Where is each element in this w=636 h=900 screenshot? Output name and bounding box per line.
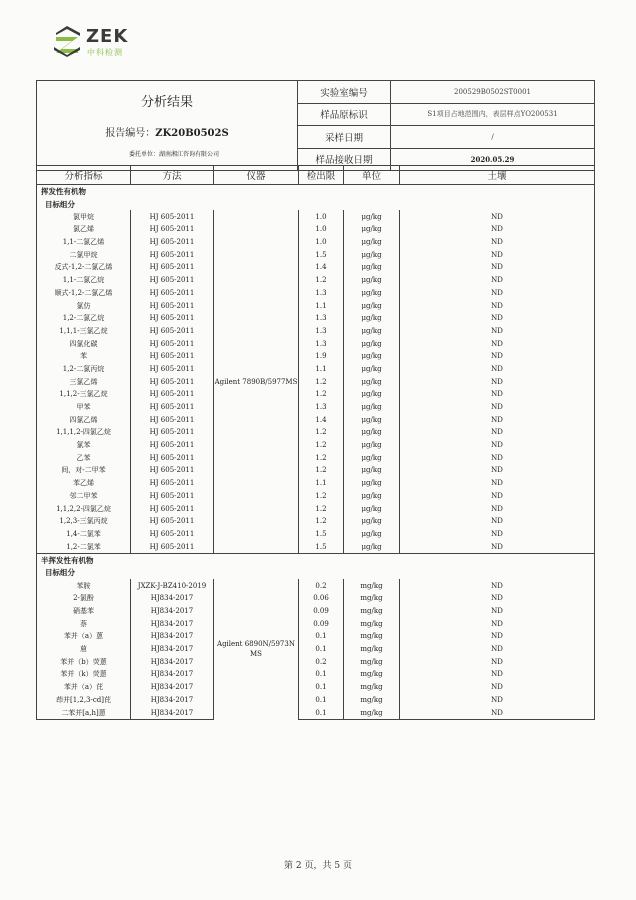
- method-cell: HJ834-2017: [131, 694, 214, 707]
- method-cell: HJ 605-2011: [131, 375, 214, 388]
- table-row: [37, 223, 595, 236]
- result-cell: ND: [400, 502, 595, 515]
- limit-cell: 1.0: [299, 210, 344, 223]
- col-unit: 单位: [344, 166, 400, 185]
- indicator-cell: 苯胺: [37, 579, 131, 592]
- limit-cell: 1.4: [299, 261, 344, 274]
- table-row: [37, 274, 595, 287]
- indicator-cell: 1,1,1-三氯乙烷: [37, 325, 131, 338]
- unit-cell: μg/kg: [344, 261, 400, 274]
- limit-cell: 1.2: [299, 426, 344, 439]
- header-title-cell: [37, 81, 298, 171]
- result-cell: ND: [400, 325, 595, 338]
- result-cell: ND: [400, 655, 595, 668]
- result-cell: ND: [400, 528, 595, 541]
- method-cell: HJ 605-2011: [131, 401, 214, 414]
- result-cell: ND: [400, 223, 595, 236]
- unit-cell: mg/kg: [344, 592, 400, 605]
- method-cell: HJ834-2017: [131, 681, 214, 694]
- col-limit: 检出限: [299, 166, 344, 185]
- limit-cell: 1.2: [299, 502, 344, 515]
- limit-cell: 1.2: [299, 274, 344, 287]
- result-cell: ND: [400, 490, 595, 503]
- method-cell: HJ 605-2011: [131, 528, 214, 541]
- logo-mark-icon: [52, 25, 82, 57]
- unit-cell: μg/kg: [344, 350, 400, 363]
- report-number: [37, 124, 297, 139]
- result-cell: ND: [400, 617, 595, 630]
- table-row: [37, 363, 595, 376]
- method-cell: HJ 605-2011: [131, 350, 214, 363]
- limit-cell: 1.0: [299, 223, 344, 236]
- limit-cell: 1.4: [299, 413, 344, 426]
- indicator-cell: 1,2-二氯丙烷: [37, 363, 131, 376]
- table-row: [37, 694, 595, 707]
- table-row: [37, 655, 595, 668]
- unit-cell: mg/kg: [344, 630, 400, 643]
- method-cell: HJ 605-2011: [131, 223, 214, 236]
- limit-cell: 1.5: [299, 540, 344, 553]
- instrument-cell: Agilent 7890B/5977MS: [214, 210, 299, 553]
- method-cell: HJ 605-2011: [131, 464, 214, 477]
- unit-cell: μg/kg: [344, 375, 400, 388]
- result-cell: ND: [400, 350, 595, 363]
- limit-cell: 0.2: [299, 579, 344, 592]
- result-cell: ND: [400, 592, 595, 605]
- method-cell: HJ 605-2011: [131, 325, 214, 338]
- table-row: [37, 681, 595, 694]
- unit-cell: μg/kg: [344, 299, 400, 312]
- unit-cell: μg/kg: [344, 236, 400, 249]
- table-row: [37, 668, 595, 681]
- result-cell: ND: [400, 451, 595, 464]
- limit-cell: 0.1: [299, 668, 344, 681]
- unit-cell: μg/kg: [344, 274, 400, 287]
- unit-cell: μg/kg: [344, 388, 400, 401]
- table-row: [37, 617, 595, 630]
- limit-cell: 1.3: [299, 401, 344, 414]
- table-row: [37, 325, 595, 338]
- limit-cell: 0.1: [299, 681, 344, 694]
- table-row: [37, 477, 595, 490]
- instrument-cell: Agilent 6890N/5973N MS: [214, 579, 299, 719]
- indicator-cell: 苯并（k）荧蒽: [37, 668, 131, 681]
- method-cell: HJ 605-2011: [131, 236, 214, 249]
- result-cell: ND: [400, 375, 595, 388]
- table-row: [37, 451, 595, 464]
- report-header-table: [36, 80, 595, 171]
- logo-subtitle: 中科检测: [87, 48, 123, 57]
- table-row: [37, 337, 595, 350]
- col-instrument: 仪器: [214, 166, 299, 185]
- limit-cell: 1.1: [299, 363, 344, 376]
- receipt-date-value: 2020.05.29: [391, 148, 595, 171]
- subsection-row: [37, 567, 595, 580]
- section-row-voc: [37, 185, 595, 198]
- unit-cell: μg/kg: [344, 490, 400, 503]
- indicator-cell: 1,4-二氯苯: [37, 528, 131, 541]
- limit-cell: 1.2: [299, 451, 344, 464]
- indicator-cell: 苯乙烯: [37, 477, 131, 490]
- result-cell: ND: [400, 261, 595, 274]
- limit-cell: 1.5: [299, 528, 344, 541]
- method-cell: HJ 605-2011: [131, 426, 214, 439]
- unit-cell: μg/kg: [344, 540, 400, 553]
- indicator-cell: 苯并（a）芘: [37, 681, 131, 694]
- table-row: [37, 706, 595, 719]
- results-table: [36, 165, 595, 720]
- result-cell: ND: [400, 579, 595, 592]
- unit-cell: μg/kg: [344, 312, 400, 325]
- unit-cell: mg/kg: [344, 617, 400, 630]
- table-row: [37, 439, 595, 452]
- indicator-cell: 反式-1,2-二氯乙烯: [37, 261, 131, 274]
- indicator-cell: 1,1-二氯乙烯: [37, 236, 131, 249]
- unit-cell: mg/kg: [344, 706, 400, 719]
- method-cell: HJ834-2017: [131, 668, 214, 681]
- method-cell: HJ 605-2011: [131, 312, 214, 325]
- result-cell: ND: [400, 630, 595, 643]
- table-row: [37, 312, 595, 325]
- unit-cell: μg/kg: [344, 363, 400, 376]
- method-cell: HJ 605-2011: [131, 490, 214, 503]
- method-cell: HJ834-2017: [131, 630, 214, 643]
- indicator-cell: 氯仿: [37, 299, 131, 312]
- receipt-date-label: 样品接收日期: [298, 148, 391, 171]
- result-cell: ND: [400, 643, 595, 656]
- indicator-cell: 1,2-二氯乙烷: [37, 312, 131, 325]
- limit-cell: 0.09: [299, 617, 344, 630]
- indicator-cell: 1,2-二氯苯: [37, 540, 131, 553]
- column-header-row: [37, 166, 595, 185]
- unit-cell: mg/kg: [344, 694, 400, 707]
- method-cell: HJ834-2017: [131, 605, 214, 618]
- subsection-title: 目标组分: [37, 198, 595, 211]
- unit-cell: μg/kg: [344, 477, 400, 490]
- method-cell: HJ834-2017: [131, 655, 214, 668]
- result-cell: ND: [400, 248, 595, 261]
- method-cell: HJ 605-2011: [131, 337, 214, 350]
- indicator-cell: 顺式-1,2-二氯乙烯: [37, 287, 131, 300]
- indicator-cell: 三氯乙烯: [37, 375, 131, 388]
- table-row: [37, 490, 595, 503]
- result-cell: ND: [400, 706, 595, 719]
- lab-id-label: 实验室编号: [298, 81, 391, 104]
- table-row: [37, 350, 595, 363]
- limit-cell: 1.5: [299, 248, 344, 261]
- result-cell: ND: [400, 464, 595, 477]
- unit-cell: mg/kg: [344, 579, 400, 592]
- unit-cell: mg/kg: [344, 668, 400, 681]
- indicator-cell: 1,1,1,2-四氯乙烷: [37, 426, 131, 439]
- client-value: 湖南湘江咨询有限公司: [159, 151, 220, 158]
- table-row: [37, 426, 595, 439]
- indicator-cell: 邻二甲苯: [37, 490, 131, 503]
- logo-wordmark: ZEK: [86, 26, 129, 47]
- result-cell: ND: [400, 312, 595, 325]
- method-cell: HJ 605-2011: [131, 451, 214, 464]
- table-row: [37, 413, 595, 426]
- limit-cell: 1.3: [299, 337, 344, 350]
- indicator-cell: 间，对-二甲苯: [37, 464, 131, 477]
- method-cell: HJ834-2017: [131, 592, 214, 605]
- unit-cell: μg/kg: [344, 439, 400, 452]
- result-cell: ND: [400, 681, 595, 694]
- section-title: 半挥发性有机物: [37, 553, 595, 566]
- unit-cell: μg/kg: [344, 210, 400, 223]
- report-number-value: ZK20B0502S: [155, 128, 229, 139]
- table-row: [37, 388, 595, 401]
- result-cell: ND: [400, 337, 595, 350]
- sampling-date-label: 采样日期: [298, 126, 391, 149]
- indicator-cell: 1,1,2-三氯乙烷: [37, 388, 131, 401]
- method-cell: HJ 605-2011: [131, 515, 214, 528]
- table-row: [37, 502, 595, 515]
- indicator-cell: 四氯化碳: [37, 337, 131, 350]
- indicator-cell: 甲苯: [37, 401, 131, 414]
- method-cell: HJ834-2017: [131, 643, 214, 656]
- section-title: 挥发性有机物: [37, 185, 595, 198]
- result-cell: ND: [400, 401, 595, 414]
- unit-cell: mg/kg: [344, 643, 400, 656]
- result-cell: ND: [400, 477, 595, 490]
- table-row: [37, 643, 595, 656]
- limit-cell: 1.3: [299, 312, 344, 325]
- result-cell: ND: [400, 210, 595, 223]
- limit-cell: 1.1: [299, 477, 344, 490]
- page-footer: 第 2 页，共 5 页: [284, 861, 352, 871]
- indicator-cell: 茚并[1,2,3-cd]芘: [37, 694, 131, 707]
- table-row: [37, 515, 595, 528]
- limit-cell: 1.3: [299, 325, 344, 338]
- indicator-cell: 四氯乙烯: [37, 413, 131, 426]
- method-cell: HJ 605-2011: [131, 388, 214, 401]
- indicator-cell: 1,1-二氯乙烷: [37, 274, 131, 287]
- indicator-cell: 苯并（a）蒽: [37, 630, 131, 643]
- indicator-cell: 氯乙烯: [37, 223, 131, 236]
- lab-id-value: 200529B0502ST0001: [391, 81, 595, 104]
- unit-cell: μg/kg: [344, 502, 400, 515]
- client: [129, 149, 219, 158]
- unit-cell: mg/kg: [344, 655, 400, 668]
- table-row: [37, 630, 595, 643]
- table-row: [37, 248, 595, 261]
- indicator-cell: 二氯甲烷: [37, 248, 131, 261]
- limit-cell: 1.1: [299, 299, 344, 312]
- method-cell: HJ 605-2011: [131, 540, 214, 553]
- sample-id-value: S1项目占地范围内，表层样点YO200531: [391, 103, 595, 126]
- indicator-cell: 䓛: [37, 643, 131, 656]
- unit-cell: mg/kg: [344, 605, 400, 618]
- subsection-row: [37, 198, 595, 211]
- indicator-cell: 1,2,3-三氯丙烷: [37, 515, 131, 528]
- result-cell: ND: [400, 439, 595, 452]
- limit-cell: 1.9: [299, 350, 344, 363]
- sampling-date-value: /: [391, 126, 595, 149]
- result-cell: ND: [400, 540, 595, 553]
- unit-cell: μg/kg: [344, 413, 400, 426]
- unit-cell: μg/kg: [344, 337, 400, 350]
- result-cell: ND: [400, 426, 595, 439]
- col-soil: 土壤: [400, 166, 595, 185]
- unit-cell: μg/kg: [344, 223, 400, 236]
- subsection-title: 目标组分: [37, 567, 595, 580]
- result-cell: ND: [400, 515, 595, 528]
- method-cell: HJ834-2017: [131, 706, 214, 719]
- unit-cell: μg/kg: [344, 248, 400, 261]
- section-row-svoc: [37, 553, 595, 566]
- unit-cell: μg/kg: [344, 426, 400, 439]
- method-cell: HJ 605-2011: [131, 210, 214, 223]
- result-cell: ND: [400, 668, 595, 681]
- result-cell: ND: [400, 236, 595, 249]
- result-cell: ND: [400, 287, 595, 300]
- unit-cell: μg/kg: [344, 451, 400, 464]
- table-row: [37, 540, 595, 553]
- limit-cell: 0.09: [299, 605, 344, 618]
- unit-cell: μg/kg: [344, 515, 400, 528]
- method-cell: HJ 605-2011: [131, 287, 214, 300]
- method-cell: HJ 605-2011: [131, 502, 214, 515]
- table-row: [37, 605, 595, 618]
- result-cell: ND: [400, 694, 595, 707]
- unit-cell: μg/kg: [344, 528, 400, 541]
- method-cell: HJ 605-2011: [131, 299, 214, 312]
- indicator-cell: 苯并（b）荧蒽: [37, 655, 131, 668]
- indicator-cell: 氯甲烷: [37, 210, 131, 223]
- limit-cell: 1.2: [299, 439, 344, 452]
- unit-cell: μg/kg: [344, 401, 400, 414]
- method-cell: HJ 605-2011: [131, 413, 214, 426]
- limit-cell: 1.2: [299, 490, 344, 503]
- table-row: [37, 210, 595, 223]
- method-cell: HJ 605-2011: [131, 477, 214, 490]
- client-label: 委托单位：: [129, 151, 160, 158]
- table-row: [37, 401, 595, 414]
- result-cell: ND: [400, 388, 595, 401]
- result-cell: ND: [400, 274, 595, 287]
- limit-cell: 0.2: [299, 655, 344, 668]
- indicator-cell: 1,1,2,2-四氯乙烷: [37, 502, 131, 515]
- method-cell: HJ 605-2011: [131, 439, 214, 452]
- limit-cell: 0.1: [299, 706, 344, 719]
- indicator-cell: 二苯并[a,h]蒽: [37, 706, 131, 719]
- table-row: [37, 579, 595, 592]
- limit-cell: 0.1: [299, 694, 344, 707]
- table-row: [37, 299, 595, 312]
- limit-cell: 1.0: [299, 236, 344, 249]
- unit-cell: mg/kg: [344, 681, 400, 694]
- indicator-cell: 2-氯酚: [37, 592, 131, 605]
- limit-cell: 1.2: [299, 515, 344, 528]
- limit-cell: 1.2: [299, 375, 344, 388]
- table-row: [37, 261, 595, 274]
- indicator-cell: 乙苯: [37, 451, 131, 464]
- limit-cell: 0.1: [299, 630, 344, 643]
- unit-cell: μg/kg: [344, 325, 400, 338]
- limit-cell: 1.2: [299, 388, 344, 401]
- result-cell: ND: [400, 299, 595, 312]
- unit-cell: μg/kg: [344, 464, 400, 477]
- table-row: [37, 287, 595, 300]
- table-row: [37, 375, 595, 388]
- limit-cell: 1.3: [299, 287, 344, 300]
- table-row: [37, 592, 595, 605]
- method-cell: JXZK-J-BZ410-2019: [131, 579, 214, 592]
- col-indicator: 分析指标: [37, 166, 131, 185]
- table-row: [37, 236, 595, 249]
- indicator-cell: 氯苯: [37, 439, 131, 452]
- company-logo: [52, 25, 152, 59]
- page-title: 分析结果: [140, 95, 193, 110]
- report-number-label: 报告编号：: [105, 128, 156, 139]
- indicator-cell: 萘: [37, 617, 131, 630]
- method-cell: HJ 605-2011: [131, 274, 214, 287]
- result-cell: ND: [400, 605, 595, 618]
- col-method: 方法: [131, 166, 214, 185]
- sample-id-label: 样品原标识: [298, 103, 391, 126]
- limit-cell: 0.1: [299, 643, 344, 656]
- method-cell: HJ 605-2011: [131, 248, 214, 261]
- method-cell: HJ834-2017: [131, 617, 214, 630]
- result-cell: ND: [400, 413, 595, 426]
- result-cell: ND: [400, 363, 595, 376]
- method-cell: HJ 605-2011: [131, 261, 214, 274]
- table-row: [37, 464, 595, 477]
- limit-cell: 0.06: [299, 592, 344, 605]
- indicator-cell: 苯: [37, 350, 131, 363]
- indicator-cell: 硝基苯: [37, 605, 131, 618]
- unit-cell: μg/kg: [344, 287, 400, 300]
- limit-cell: 1.2: [299, 464, 344, 477]
- table-row: [37, 528, 595, 541]
- method-cell: HJ 605-2011: [131, 363, 214, 376]
